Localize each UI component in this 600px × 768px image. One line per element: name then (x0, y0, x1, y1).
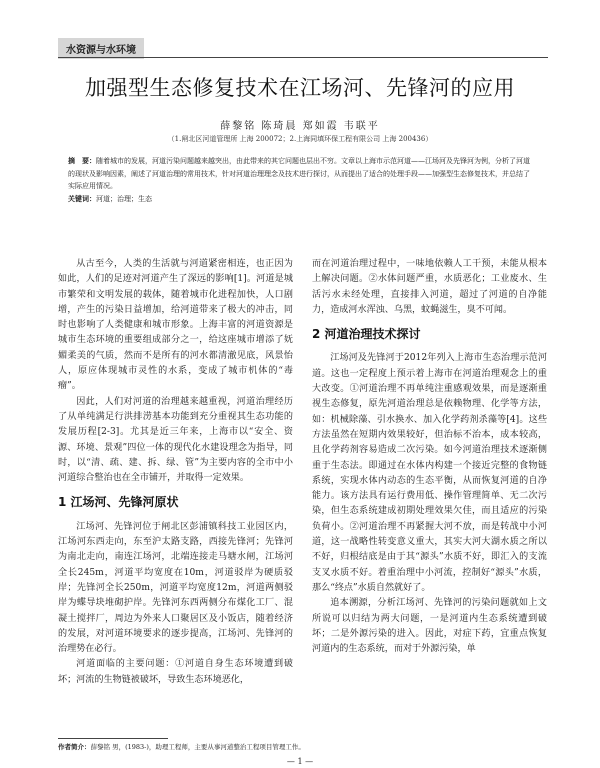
body-paragraph: 河道面临的主要问题：①河道自身生态环境遭到破坏；河流的生物链被破坏，导致生态环境恶化， (58, 659, 293, 685)
author-footnote (58, 742, 305, 751)
left-column (58, 257, 293, 688)
body-paragraph: 因此，人们对河道的治理越来越重视，河道治理经历了从单纯满足行洪排涝基本功能到充分重视其生态功能的发展历程[2-3]。尤其是近三年来，上海市以“安全、资源、环境、景观”四位一体的现代化水建设理念为指导，同时，以“清、疏、建、拆、绿、管”为主要内容的全市中小河道综合整治也在全市铺开，并取得一定效果。 (58, 396, 293, 484)
body-paragraph: 江场河及先锋河于2012年列入上海市生态治理示范河道。这也一定程度上预示着上海市在河道治理观念上的重大改变。①河道治理不再单纯注重感观效果，而是逐渐重视生态修复，原先河道治理总是依赖物理、化学等方法，如：机械除藻、引水换水、加入化学药剂杀藻等[4]。这些方法虽然在短期内效果较好，但治标不治本，成本较高，且化学药剂容易造成二次污染。如今河道治理技术逐渐侧重于生态法。即通过在水体内构建一个接近完整的食物链系统，实现水体内动态的生态平衡，从而恢复河道的自净能力。该方法具有运行费用低、操作管理简单、无二次污染，但生态系统建成初期处理效果欠佳，而且适应的污染负荷小。②河道治理不再紧握大河不放，而是转战中小河道，这一战略性转变意义重大，其实大河大湖水质之所以不好，归根结底是由于其“源头”水质不好，即汇入的支流支叉水质不好。着重治理中小河流，控制好“源头”水质，那么“终点”水质自然就好了。 (312, 353, 547, 593)
article-title: 加强型生态修复技术在江场河、先锋河的应用 (85, 76, 515, 100)
right-column (312, 257, 547, 657)
page-number: — 1 — (286, 757, 314, 766)
keywords-text: 河道；治理；生态 (96, 194, 152, 203)
article-affiliations: （1.闸北区河道管理所 上海 200072；2.上海同填环保工程有限公司 上海 200436） (167, 135, 433, 143)
body-paragraph: 江场河、先锋河位于闸北区彭浦镇科技工业园区内，江场河东西走向，东至沪太路支路，西接先锋河；先锋河为南北走向，南连江场河，北端连接走马塘水闸，江场河全长245m，河道平均宽度在10m，河道驳岸为硬质驳岸；先锋河全长250m，河道平均宽度12m，河道两侧驳岸为蝶导块堆砌护岸。先锋河东西两侧分布煤化工厂、混凝土搅拌厂，周边为外来人口聚居区及小饭店，随着经济的发展，对河道环境要求的逐步提高，江场河、先锋河的治理势在必行。 (58, 521, 293, 655)
abstract-block (68, 155, 532, 205)
section-heading-1: 1 江场河、先锋河原状 (58, 495, 179, 510)
section-tag: 水资源与水环境 (58, 38, 144, 59)
body-paragraph: 而在河道治理过程中，一味地依赖人工干预，未能从根本上解决问题。②水体问题严重，水质恶化；工业废水、生活污水未经处理，直接排入河道，超过了河道的自净能力，造成河水浑浊、乌黑，蚊蝇滋生，臭不可闻。 (312, 259, 547, 315)
abstract-text: 随着城市的发展，河道污染问题越来越突出，由此带来的其它问题也层出不穷。文章以上海市示范河道——江场河及先锋河为例，分析了河道的现状及影响因素，阐述了河道治理的常用技术，针对河道治理理念及技术进行探讨，从而提出了适合的处理手段——加强型生态修复技术，并总结了实际应用情况。 (68, 157, 530, 191)
body-paragraph: 追本溯源，分析江场河、先锋河的污染问题就如上文所说可以归结为两大问题，一是河道内生态系统遭到破坏；二是外源污染的进入。因此，对症下药，宜重点恢复河道内的生态系统，而对于外源污染，单 (312, 598, 547, 655)
keywords-label: 关键词： (68, 194, 96, 203)
header-rule (58, 57, 548, 58)
section-heading-2: 2 河道治理技术探讨 (312, 327, 421, 342)
article-authors: 薛黎铭 陈琦晨 郑如霞 韦联平 (220, 121, 380, 132)
footnote-text: 薛黎铭 男，(1983-)，助理工程师，主要从事河道整治工程项目管理工作。 (90, 743, 305, 751)
footnote-rule (58, 738, 168, 739)
body-paragraph: 从古至今，人类的生活就与河道紧密相连，也正因为如此，人们的足迹对河道产生了深远的影响[1]。河道是城市繁荣和文明发展的载体，随着城市化进程加快，人口剧增，产生的污染日益增加，给河道带来了极大的冲击，同时也影响了人类健康和城市形象。上海丰富的河道资源是城市生态环境的重要组成部分之一，给这座城市增添了妩媚柔美的气质，然而不是所有的河水都清澈见底，风景怡人，原应体现城市灵性的水系，变成了城市机体的“毒瘤”。 (58, 259, 293, 392)
footnote-label: 作者简介： (58, 743, 91, 751)
abstract-paragraph (68, 155, 532, 193)
abstract-label: 摘 要： (68, 157, 96, 165)
keywords-line (68, 193, 532, 206)
